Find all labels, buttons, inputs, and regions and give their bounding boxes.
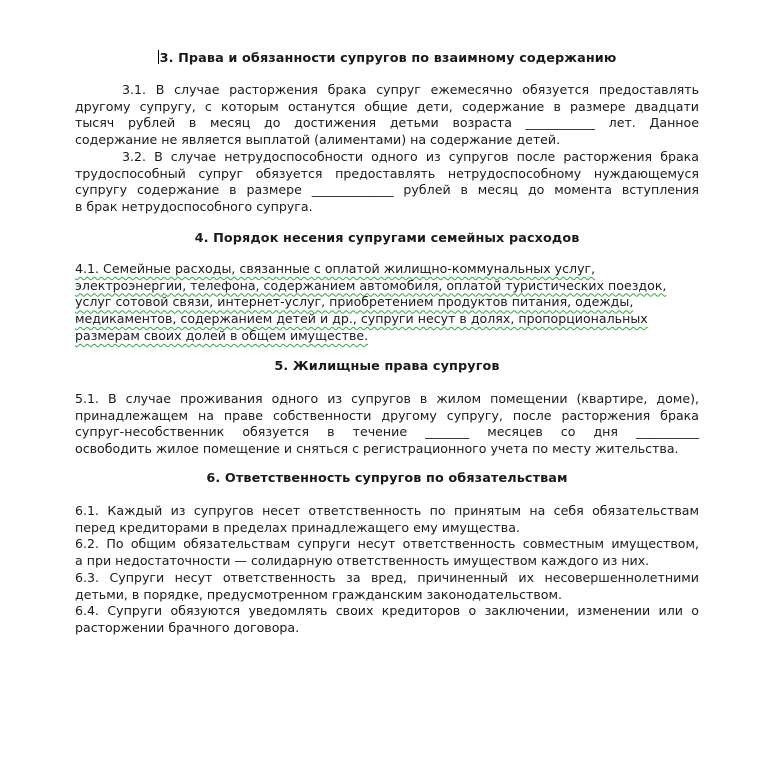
section-3-body [75, 82, 699, 216]
clause-3-2-line: 3.2. В случае нетрудоспособности одного из супругов после расторжения брака [122, 148, 699, 164]
section-5-heading: 5. Жилищные права супругов [274, 359, 500, 374]
clause-6-3-line: 6.3. Супруги несут ответственность за вред, причиненный их несовершеннолетними [75, 569, 699, 585]
section-3-heading-text: 3. Права и обязанности супругов по взаимному содержанию [159, 51, 617, 66]
clause-6-3-line: детьми, в порядке, предусмотренном гражданским законодательством. [75, 586, 563, 602]
text-cursor [158, 50, 159, 64]
clause-3-1-line: содержание не является выплатой (алиментами) на содержание детей. [75, 132, 561, 148]
section-6-heading: 6. Ответственность супругов по обязательствам [206, 471, 568, 486]
clause-4-1-line: размерам своих долей в общем имуществе. [75, 327, 369, 343]
section-4-heading: 4. Порядок несения супругами семейных расходов [194, 231, 580, 246]
clause-5-1-line: 5.1. В случае проживания одного из супругов в жилом помещении (квартире, доме), [75, 391, 699, 406]
clause-6-1-line: 6.1. Каждый из супругов несет ответственность по принятым на себя обязательствам [75, 503, 699, 518]
clause-3-2-line: трудоспособный супруг обязуется предоставлять нетрудоспособному нуждающемуся [75, 165, 699, 181]
clause-4-1-line: электроэнергии, телефона, содержанием автомобиля, оплатой туристических поездок, [75, 277, 667, 293]
section-5-body [75, 391, 699, 458]
clause-3-1-line: тысяч рублей в месяц до достижения детьми возраста ___________ лет. Данное [75, 115, 699, 131]
clause-6-4-line: расторжении брачного договора. [75, 619, 300, 635]
clause-3-1-line: другому супругу, с которым останутся общие дети, содержание в размере двадцати [75, 98, 699, 114]
clause-4-1-line: услуг сотовой связи, интернет-услуг, приобретением продуктов питания, одежды, [75, 294, 634, 310]
section-4-body [75, 261, 699, 345]
clause-6-4-line: 6.4. Супруги обязуются уведомлять своих кредиторов о заключении, изменении или о [75, 603, 699, 619]
clause-4-1-line: 4.1. Семейные расходы, связанные с оплатой жилищно-коммунальных услуг, [75, 261, 596, 276]
clause-3-2-line: супругу содержание в размере _____________ рублей в месяц до момента вступления [75, 182, 699, 198]
section-3-heading [75, 50, 699, 68]
clause-6-2-line: 6.2. По общим обязательствам супруги несут ответственность совместным имуществом, [75, 536, 699, 552]
clause-4-1-line: медикаментов, содержанием детей и др., супруги несут в долях, пропорциональных [75, 311, 648, 327]
clause-3-2-line: в брак нетрудоспособного супруга. [75, 198, 313, 214]
clause-5-1-line: супруг-несобственник обязуется в течение _______ месяцев со дня __________ [75, 424, 699, 440]
clause-3-1-line: 3.1. В случае расторжения брака супруг ежемесячно обязуется предоставлять [122, 82, 699, 97]
clause-5-1-line: принадлежащем на праве собственности другому супругу, после расторжения брака [75, 407, 699, 423]
clause-5-1-line: освободить жилое помещение и сняться с регистрационного учета по месту жительства. [75, 441, 679, 457]
clause-6-1-line: перед кредиторами в пределах принадлежащего ему имущества. [75, 519, 520, 535]
section-6-body [75, 503, 699, 637]
clause-6-2-line: а при недостаточности — солидарную ответственность имуществом каждого из них. [75, 553, 650, 569]
